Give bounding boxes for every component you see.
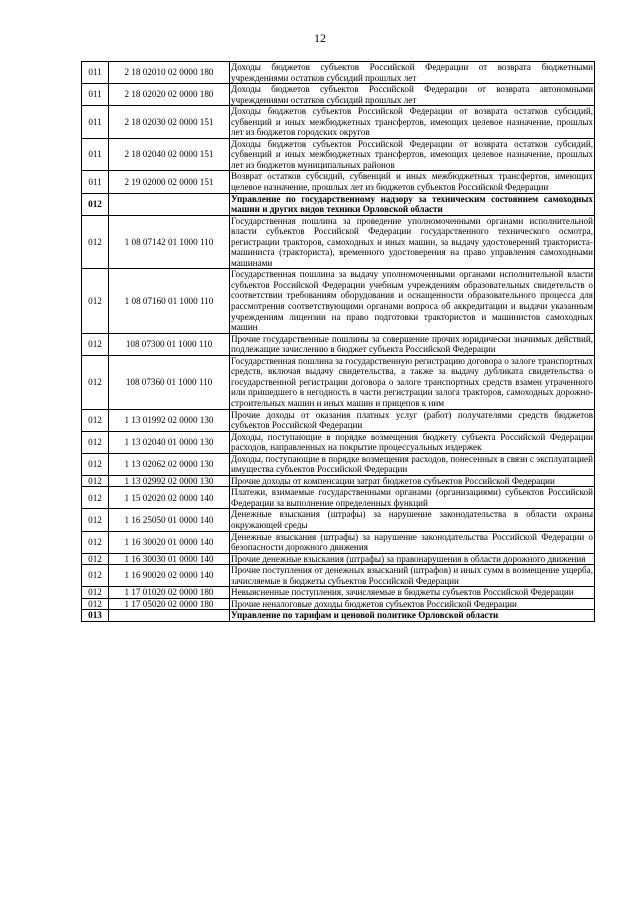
table-row <box>82 598 595 610</box>
table-row <box>82 84 595 106</box>
table-row <box>82 475 595 487</box>
revenue-code-cell: 108 07360 01 1000 110 <box>109 355 230 409</box>
table-row <box>82 171 595 193</box>
revenue-code-cell: 1 16 30020 01 0000 140 <box>109 531 230 553</box>
revenue-code-cell: 2 18 02010 02 0000 180 <box>109 62 230 84</box>
admin-code-cell: 012 <box>82 193 109 215</box>
admin-code-cell: 012 <box>82 553 109 565</box>
admin-code-cell: 011 <box>82 84 109 106</box>
table-row <box>82 62 595 84</box>
description-cell: Управление по тарифам и ценовой политике Орловской области <box>230 610 595 622</box>
revenue-code-cell: 1 13 02992 02 0000 130 <box>109 475 230 487</box>
description-cell: Доходы бюджетов субъектов Российской Федерации от возврата остатков субсидий, субвенций и иных межбюджетных трансфертов, имеющих целевое назначение, прошлых лет из бюджетов муниципальных районов <box>231 138 593 170</box>
description-cell: Возврат остатков субсидий, субвенций и иных межбюджетных трансфертов, имеющих целевое назначение, прошлых лет из бюджетов субъектов Российской Федерации <box>231 171 593 193</box>
description-cell: Прочие доходы от оказания платных услуг (работ) получателями средств бюджетов субъектов Российской Федерации <box>231 409 593 431</box>
description-cell: Государственная пошлина за государственную регистрацию договора о залоге транспортных средств, включая выдачу свидетельства, а также за выдачу дубликата свидетельства о государственной регистрации договора о залоге транспортных средств взамен утраченного или пришедшего в негодность в части регистрации залога тракторов, самоходных дорожно-строительных машин и иных машин и прицепов к ним <box>231 355 593 408</box>
table-row <box>82 431 595 453</box>
revenue-classification-table <box>81 61 595 622</box>
revenue-code-cell: 2 18 02020 02 0000 180 <box>109 84 230 106</box>
admin-code-cell: 012 <box>82 565 109 587</box>
revenue-code-cell: 1 13 02040 01 0000 130 <box>109 431 230 453</box>
description-cell: Денежные взыскания (штрафы) за нарушение законодательства в области охраны окружающей среды <box>231 509 593 530</box>
description-cell: Доходы бюджетов субъектов Российской Федерации от возврата автономными учреждениями остатков субсидий прошлых лет <box>231 84 593 105</box>
admin-code-cell: 012 <box>82 487 109 509</box>
description-cell: Прочие денежные взыскания (штрафы) за правонарушения в области дорожного движения <box>230 553 595 565</box>
table-row <box>82 487 595 509</box>
revenue-code-cell: 2 18 02040 02 0000 151 <box>109 138 230 171</box>
admin-code-cell: 012 <box>82 453 109 475</box>
description-cell: Государственная пошлина за проведение уполномоченными органами исполнительной власти субъектов Российской Федерации государственного технического осмотра, регистрации тракторов, самоходных и иных машин, за выдачу удостоверений тракториста-машиниста (тракториста), временного удостоверения на право управления самоходными машинами <box>231 215 593 268</box>
revenue-code-cell: 108 07300 01 1000 110 <box>109 333 230 355</box>
revenue-code-cell: 1 16 30030 01 0000 140 <box>109 553 230 565</box>
revenue-code-cell <box>109 193 230 215</box>
description-cell: Управление по государственному надзору за техническим состоянием самоходных машин и других видов техники Орловской области <box>231 193 593 215</box>
table-row <box>82 106 595 139</box>
table-row <box>82 531 595 553</box>
table-row <box>82 138 595 171</box>
description-cell: Платежи, взимаемые государственными органами (организациями) субъектов Российской Федерации за выполнение определенных функций <box>231 487 593 508</box>
revenue-code-cell: 1 13 02062 02 0000 130 <box>109 453 230 475</box>
table-row <box>82 355 595 409</box>
description-cell: Доходы бюджетов субъектов Российской Федерации от возврата остатков субсидий, субвенций и иных межбюджетных трансфертов, имеющих целевое назначение, прошлых лет из бюджетов городских округов <box>231 106 593 138</box>
description-cell: Прочие доходы от компенсации затрат бюджетов субъектов Российской Федерации <box>230 475 595 487</box>
admin-code-cell: 012 <box>82 269 109 333</box>
revenue-code-cell: 1 17 01020 02 0000 180 <box>109 587 230 599</box>
admin-code-cell: 011 <box>82 138 109 171</box>
admin-code-cell: 013 <box>82 610 109 622</box>
table-row <box>82 509 595 531</box>
description-cell: Прочие поступления от денежных взысканий (штрафов) и иных сумм в возмещение ущерба, зачисляемые в бюджеты субъектов Российской Федерации <box>231 565 593 586</box>
admin-code-cell: 012 <box>82 475 109 487</box>
admin-code-cell: 011 <box>82 62 109 84</box>
table-row <box>82 553 595 565</box>
revenue-code-cell: 1 08 07160 01 1000 110 <box>109 269 230 333</box>
table-row <box>82 269 595 333</box>
table-row <box>82 333 595 355</box>
description-cell: Доходы бюджетов субъектов Российской Федерации от возврата бюджетными учреждениями остатков субсидий прошлых лет <box>231 62 593 83</box>
revenue-code-cell: 1 17 05020 02 0000 180 <box>109 598 230 610</box>
revenue-code-cell: 1 13 01992 02 0000 130 <box>109 409 230 431</box>
description-cell: Невыясненные поступления, зачисляемые в бюджеты субъектов Российской Федерации <box>230 587 595 599</box>
admin-code-cell: 012 <box>82 431 109 453</box>
description-cell: Доходы, поступающие в порядке возмещения бюджету субъекта Российской Федерации расходов, направленных на покрытие процессуальных издержек <box>231 431 593 453</box>
description-cell: Государственная пошлина за выдачу уполномоченными органами исполнительной власти субъектов Российской Федерации учебным учреждениям образовательных свидетельств о соответствии требованиям оборудования и оснащенности образовательного процесса для рассмотрения соответствующими органами вопроса об аккредитации и выдачи указанным учреждениям лицензии на право подготовки трактористов и машинистов самоходных машин <box>231 269 593 333</box>
description-cell: Доходы, поступающие в порядке возмещения расходов, понесенных в связи с эксплуатацией имущества субъектов Российской Федерации <box>231 453 593 475</box>
revenue-code-cell: 2 19 02000 02 0000 151 <box>109 171 230 193</box>
table-row <box>82 215 595 269</box>
table-row <box>82 193 595 215</box>
admin-code-cell: 012 <box>82 598 109 610</box>
page-number: 12 <box>314 31 326 45</box>
admin-code-cell: 012 <box>82 355 109 409</box>
admin-code-cell: 012 <box>82 587 109 599</box>
admin-code-cell: 012 <box>82 509 109 531</box>
table-row <box>82 610 595 622</box>
admin-code-cell: 012 <box>82 333 109 355</box>
description-cell: Прочие государственные пошлины за совершение прочих юридически значимых действий, подлежащие зачислению в бюджет субъекта Российской Федерации <box>231 333 593 355</box>
description-cell: Прочие неналоговые доходы бюджетов субъектов Российской Федерации <box>230 598 595 610</box>
revenue-code-cell: 2 18 02030 02 0000 151 <box>109 106 230 139</box>
table-row <box>82 409 595 431</box>
table-row <box>82 587 595 599</box>
revenue-code-cell: 1 16 90020 02 0000 140 <box>109 565 230 587</box>
revenue-code-cell: 1 15 02020 02 0000 140 <box>109 487 230 509</box>
admin-code-cell: 011 <box>82 106 109 139</box>
admin-code-cell: 011 <box>82 171 109 193</box>
table-body <box>82 62 595 622</box>
admin-code-cell: 012 <box>82 215 109 269</box>
admin-code-cell: 012 <box>82 409 109 431</box>
revenue-code-cell: 1 16 25050 01 0000 140 <box>109 509 230 531</box>
table-row <box>82 453 595 475</box>
revenue-code-cell <box>109 610 230 622</box>
revenue-code-cell: 1 08 07142 01 1000 110 <box>109 215 230 269</box>
admin-code-cell: 012 <box>82 531 109 553</box>
description-cell: Денежные взыскания (штрафы) за нарушение законодательства Российской Федерации о безопасности дорожного движения <box>231 531 593 553</box>
table-row <box>82 565 595 587</box>
